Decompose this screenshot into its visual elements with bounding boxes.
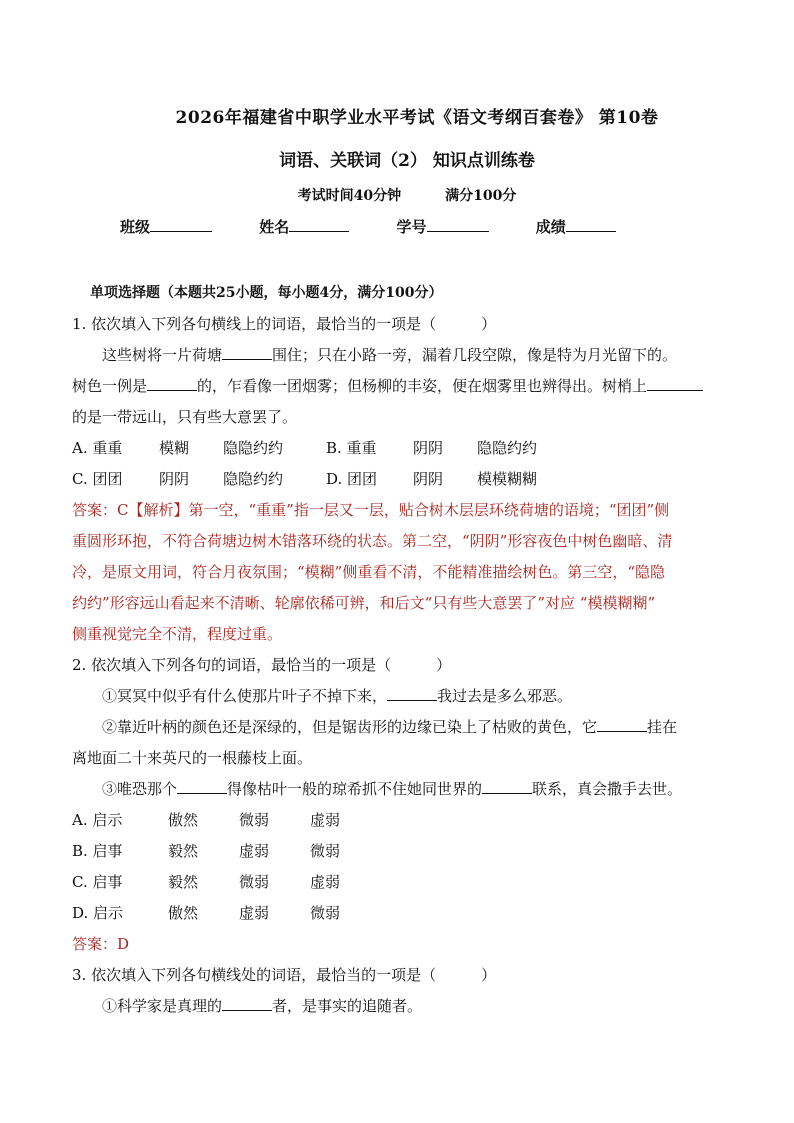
section-heading: 单项选择题（本题共25小题，每小题4分，满分100分） [90, 285, 443, 301]
exam-subtitle: 词语、关联词（2） 知识点训练卷 [279, 151, 535, 171]
answer-line: 重圆形环抱，不符合荷塘边树木错落环绕的状态。第二空，“阴阴”形容夜色中树色幽暗、清 [72, 532, 673, 550]
q1-option[interactable]: B. 重重 [326, 439, 377, 457]
name-label: 姓名 [259, 218, 290, 236]
q2-option-word: 虚弱 [239, 842, 270, 860]
q1-option[interactable]: C. 团团 [72, 470, 123, 488]
q1-blank-3[interactable] [647, 376, 703, 391]
q3-text: ①科学家是真理的 [102, 997, 223, 1015]
id-blank[interactable] [427, 230, 489, 232]
q1-option[interactable]: A. 重重 [72, 439, 123, 457]
q1-passage-line: 的是一带远山，只有些大意罢了。 [72, 408, 298, 426]
id-label: 学号 [396, 218, 427, 236]
q1-text: 这些树将一片荷塘 [102, 346, 223, 364]
q1-option-word: 阴阴 [159, 470, 190, 488]
q2-answer: 答案：D [72, 935, 130, 953]
q1-option-word: 隐隐约约 [477, 439, 538, 457]
q2-option-word: 虚弱 [310, 873, 341, 891]
q2-option-word: 傲然 [168, 904, 199, 922]
answer-line: 答案：C【解析】第一空，“重重”指一层又一层，贴合树木层层环绕荷塘的语境；“团团”侧 [72, 501, 670, 519]
q1-passage-line [72, 340, 732, 371]
q3-stem: 3. 依次填入下列各句横线处的词语，最恰当的一项是（ ） [72, 966, 497, 984]
q1-stem: 1. 依次填入下列各句横线上的词语，最恰当的一项是（ ） [72, 315, 497, 333]
q2-option-word: 微弱 [310, 842, 341, 860]
id-field[interactable] [397, 216, 489, 237]
answer-line: 冷，是原文用词，符合月夜氛围；“模糊”侧重看不清，不能精准描绘树色。第三空，“隐隐 [72, 563, 666, 581]
q2-option-word: 傲然 [168, 811, 199, 829]
q1-option-word: 隐隐约约 [223, 470, 284, 488]
q2-option[interactable]: A. 启示 [72, 811, 123, 829]
q2-sentence-2 [72, 712, 732, 743]
q2-blank-3[interactable] [177, 779, 227, 794]
q1-blank-2[interactable] [147, 376, 197, 391]
q2-option-row [72, 867, 732, 898]
q2-option-row [72, 898, 732, 929]
q2-text: 联系，真会撒手去世。 [532, 780, 683, 798]
answer-line: 约约”形容远山看起来不清晰、轮廓依稀可辨，和后文“只有些大意罢了”对应 “模模糊糊” [72, 594, 656, 612]
q2-option-word: 微弱 [239, 873, 270, 891]
q1-text: 围住；只在小路一旁，漏着几段空隙，像是特为月光留下的。 [272, 346, 678, 364]
q1-blank-1[interactable] [222, 345, 272, 360]
q1-answer-explanation [72, 495, 732, 650]
class-field[interactable] [120, 216, 212, 237]
class-blank[interactable] [150, 230, 212, 232]
exam-time-score [0, 185, 794, 205]
q2-option-word: 虚弱 [310, 811, 341, 829]
q2-option[interactable]: B. 启事 [72, 842, 123, 860]
exam-full-score: 满分100分 [445, 188, 517, 204]
q2-text: ③唯恐那个 [102, 780, 178, 798]
answer-line: 侧重视觉完全不清，程度过重。 [72, 625, 283, 643]
exam-title: 2026年福建省中职学业水平考试《语文考纲百套卷》 第10卷 [175, 108, 659, 128]
q2-text: ①冥冥中似乎有什么使那片叶子不掉下来， [102, 687, 388, 705]
q2-blank-2[interactable] [597, 717, 647, 732]
q1-option-word: 隐隐约约 [223, 439, 284, 457]
q2-text: ②靠近叶柄的颜色还是深绿的，但是锯齿形的边缘已染上了枯败的黄色，它 [102, 718, 598, 736]
q1-options-row [72, 464, 732, 495]
questions-body [72, 309, 732, 1022]
q2-text: 挂在 [647, 718, 678, 736]
student-info-fields [120, 216, 658, 237]
q2-option-word: 毅然 [168, 842, 199, 860]
q2-option-word: 虚弱 [239, 904, 270, 922]
q2-option-row [72, 805, 732, 836]
q2-text: 得像枯叶一般的琼希抓不住她同世界的 [227, 780, 483, 798]
q2-option-row [72, 836, 732, 867]
q3-sentence-1 [72, 991, 732, 1022]
q3-blank-1[interactable] [222, 996, 272, 1011]
q2-sentence-3 [72, 774, 732, 805]
q2-option[interactable]: C. 启事 [72, 873, 123, 891]
q1-option[interactable]: D. 团团 [326, 470, 378, 488]
q2-text: 我过去是多么邪恶。 [437, 687, 573, 705]
name-blank[interactable] [289, 230, 349, 232]
q1-option-word: 模糊 [159, 439, 190, 457]
q2-sentence-1 [72, 681, 732, 712]
name-field[interactable] [259, 216, 349, 237]
q2-option-word: 毅然 [168, 873, 199, 891]
q1-passage-line [72, 371, 732, 402]
q2-option[interactable]: D. 启示 [72, 904, 124, 922]
q2-option-word: 微弱 [239, 811, 270, 829]
q2-sentence-2-cont: 离地面二十来英尺的一根藤枝上面。 [72, 749, 313, 767]
grade-label: 成绩 [535, 218, 566, 236]
q2-blank-4[interactable] [482, 779, 532, 794]
q2-stem: 2. 依次填入下列各句的词语，最恰当的一项是（ ） [72, 656, 452, 674]
q1-text: 的，乍看像一团烟雾；但杨柳的丰姿，便在烟雾里也辨得出。树梢上 [197, 377, 648, 395]
grade-field[interactable] [536, 216, 616, 237]
q3-text: 者，是事实的追随者。 [272, 997, 423, 1015]
q2-blank-1[interactable] [387, 686, 437, 701]
grade-blank[interactable] [566, 230, 616, 232]
q2-option-word: 微弱 [310, 904, 341, 922]
q1-option-word: 阴阴 [413, 470, 444, 488]
q1-options-row [72, 433, 732, 464]
q1-text: 树色一例是 [72, 377, 148, 395]
class-label: 班级 [120, 218, 151, 236]
q1-option-word: 阴阴 [413, 439, 444, 457]
q1-option-word: 模模糊糊 [477, 470, 538, 488]
exam-time: 考试时间40分钟 [297, 188, 402, 204]
